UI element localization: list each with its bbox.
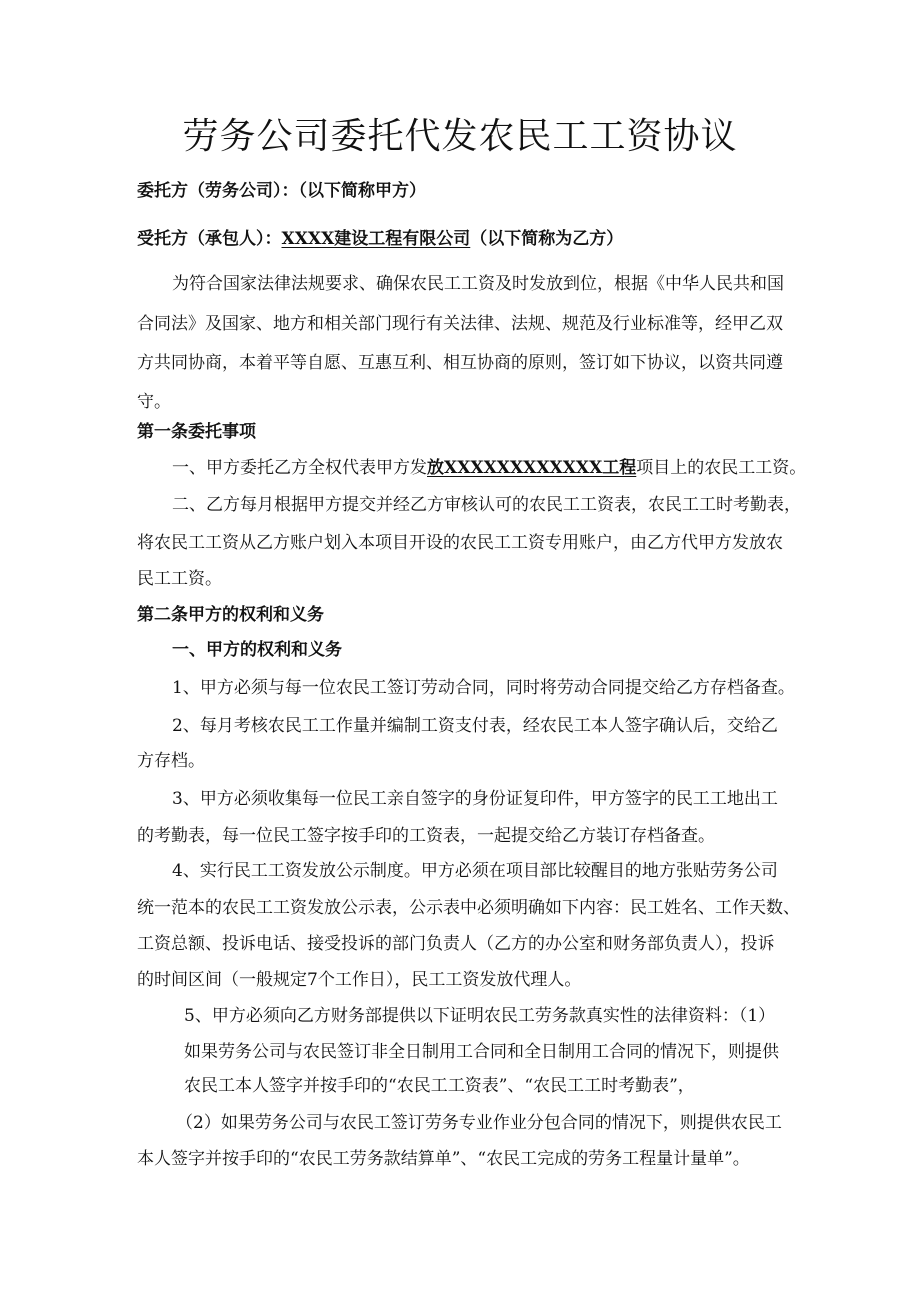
article2-subheading: 一、甲方的权利和义务: [172, 640, 342, 660]
clause5-line: 农民工本人签字并按手印的“农民工工资表”、“农民工工时考勤表”，: [184, 1076, 695, 1096]
clause2-line: 2、每月考核农民工工作量并编制工资支付表，经农民工本人签字确认后，交给乙: [172, 716, 778, 736]
party-b-line: [137, 226, 623, 252]
document-title: 劳务公司委托代发农民工工资协议: [182, 116, 738, 157]
article1-item1-project: 放XXXXXXXXXXXX工程: [427, 458, 637, 478]
article1-item1: [172, 455, 806, 481]
article1-item2-line: 将农民工工资从乙方账户划入本项目开设的农民工工资专用账户，由乙方代甲方发放农: [137, 533, 783, 553]
article1-item2-line: 二、乙方每月根据甲方提交并经乙方审核认可的农民工工资表，农民工工时考勤表，: [172, 495, 801, 515]
preamble-line: 方共同协商，本着平等自愿、互惠互利、相互协商的原则，签订如下协议，以资共同遵: [137, 353, 783, 373]
article1-item2-line: 民工工资。: [137, 569, 222, 589]
clause4-line: 4、实行民工工资发放公示制度。甲方必须在项目部比较醒目的地方张贴劳务公司: [172, 861, 778, 881]
article1-heading: 第一条委托事项: [137, 422, 256, 442]
clause3-line: 3、甲方必须收集每一位民工亲自签字的身份证复印件，甲方签字的民工工地出工: [172, 789, 778, 809]
clause5-line: 如果劳务公司与农民签订非全日制用工合同和全日制用工合同的情况下，则提供: [184, 1042, 779, 1062]
clause1-line: 1、甲方必须与每一位农民工签订劳动合同，同时将劳动合同提交给乙方存档备查。: [172, 678, 795, 698]
party-b-company: XXXX建设工程有限公司: [281, 229, 471, 249]
clause4-line: 工资总额、投诉电话、接受投诉的部门负责人（乙方的办公室和财务部负责人），投诉: [137, 934, 775, 954]
clause5-line: 5、甲方必须向乙方财务部提供以下证明农民工劳务款真实性的法律资料：（1）: [184, 1006, 776, 1026]
clause5b-line: （2）如果劳务公司与农民工签订劳务专业作业分包合同的情况下，则提供农民工: [176, 1113, 782, 1133]
preamble-line: 为符合国家法律法规要求、确保农民工工资及时发放到位，根据《中华人民共和国: [172, 274, 784, 294]
preamble-line: 守。: [137, 392, 171, 412]
clause3-line: 的考勤表，每一位民工签字按手印的工资表，一起提交给乙方装订存档备查。: [137, 826, 715, 846]
party-b-label: 受托方（承包人）：: [137, 229, 282, 249]
article2-heading: 第二条甲方的权利和义务: [137, 605, 324, 625]
preamble-line: 合同法》及国家、地方和相关部门现行有关法律、法规、规范及行业标准等，经甲乙双: [137, 314, 783, 334]
article1-item1-after: 项目上的农民工工资。: [636, 458, 807, 478]
article1-item1-before: 一、甲方委托乙方全权代表甲方发: [172, 458, 427, 478]
clause2-line: 方存档。: [137, 751, 205, 771]
party-a-label: 委托方（劳务公司）：: [137, 181, 299, 201]
party-b-note: （以下简称为乙方）: [470, 229, 624, 249]
clause4-line: 统一范本的农民工工资发放公示表，公示表中必须明确如下内容：民工姓名、工作天数、: [137, 898, 800, 918]
clause5b-line: 本人签字并按手印的“农民工劳务款结算单”、“农民工完成的劳务工程量计量单”。: [137, 1149, 750, 1169]
party-a-line: [137, 178, 426, 204]
clause4-line: 的时间区间（一般规定7个工作日），民工工资发放代理人。: [137, 970, 582, 990]
party-a-note: （以下简称甲方）: [298, 181, 426, 201]
